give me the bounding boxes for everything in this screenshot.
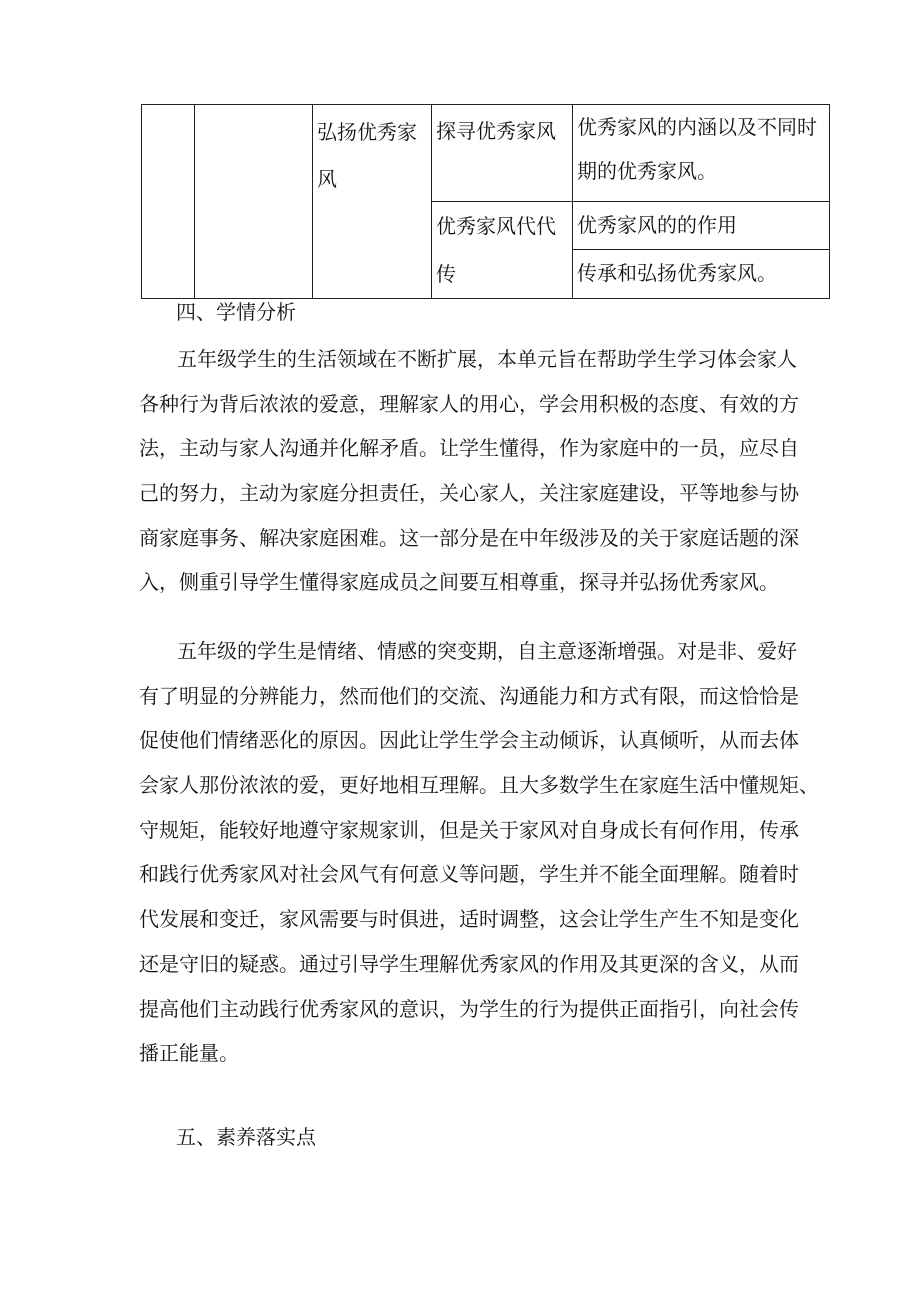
text-line: 还是守旧的疑惑。通过引导学生理解优秀家风的作用及其更深的含义，从而 bbox=[139, 951, 799, 976]
text-line: 入，侧重引导学生懂得家庭成员之间要互相尊重，探寻并弘扬优秀家风。 bbox=[139, 570, 779, 595]
section-heading-5: 五、素养落实点 bbox=[176, 1125, 316, 1149]
table-cell-content-1: 优秀家风的内涵以及不同时期的优秀家风。 bbox=[573, 105, 830, 202]
text-line: 法，主动与家人沟通并化解矛盾。让学生懂得，作为家庭中的一员，应尽自 bbox=[139, 436, 799, 461]
text-line: 五年级的学生是情绪、情感的突变期，自主意逐渐增强。对是非、爱好 bbox=[177, 639, 797, 663]
content-line: 传承和弘扬优秀家风。 bbox=[577, 261, 777, 285]
text-line: 有了明显的分辨能力，然而他们的交流、沟通能力和方式有限，而这恰恰是 bbox=[139, 683, 799, 708]
table-row bbox=[142, 105, 830, 202]
content-stack bbox=[577, 202, 825, 297]
paragraph-1 bbox=[139, 337, 799, 605]
paragraph-2 bbox=[139, 629, 819, 1076]
text-line: 代发展和变迁，家风需要与时俱进，适时调整，这会让学生产生不知是变化 bbox=[139, 907, 799, 932]
text-line: 各种行为背后浓浓的爱意，理解家人的用心，学会用积极的态度、有效的方 bbox=[139, 391, 799, 416]
table-cell-topic-2: 优秀家风代代传 bbox=[432, 202, 573, 299]
text-line: 提高他们主动践行优秀家风的意识，为学生的行为提供正面指引，向社会传 bbox=[139, 996, 799, 1021]
text-line: 播正能量。 bbox=[139, 1041, 239, 1066]
table-cell-empty-2 bbox=[195, 105, 313, 299]
text-line: 促使他们情绪恶化的原因。因此让学生学会主动倾诉，认真倾听，从而去体 bbox=[139, 728, 799, 753]
table-cell-topic-1: 探寻优秀家风 bbox=[432, 105, 573, 202]
text-line: 和践行优秀家风对社会风气有何意义等问题，学生并不能全面理解。随着时 bbox=[139, 862, 799, 887]
unit-content-table bbox=[141, 104, 830, 299]
text-line: 五年级学生的生活领域在不断扩展，本单元旨在帮助学生学习体会家人 bbox=[177, 347, 797, 371]
text-line: 会家人那份浓浓的爱，更好地相互理解。且大多数学生在家庭生活中懂规矩、 bbox=[139, 773, 819, 798]
table-cell-content-2 bbox=[573, 202, 830, 299]
text-line: 守规矩，能较好地遵守家规家训，但是关于家风对自身成长有何作用，传承 bbox=[139, 817, 799, 842]
text-line: 商家庭事务、解决家庭困难。这一部分是在中年级涉及的关于家庭话题的深 bbox=[139, 525, 799, 550]
section-heading-4: 四、学情分析 bbox=[176, 300, 296, 324]
text-line: 己的努力，主动为家庭分担责任，关心家人，关注家庭建设，平等地参与协 bbox=[139, 481, 799, 506]
content-line: 优秀家风的的作用 bbox=[577, 213, 737, 237]
table-cell-theme: 弘扬优秀家风 bbox=[313, 105, 432, 299]
table-cell-empty-1 bbox=[142, 105, 195, 299]
